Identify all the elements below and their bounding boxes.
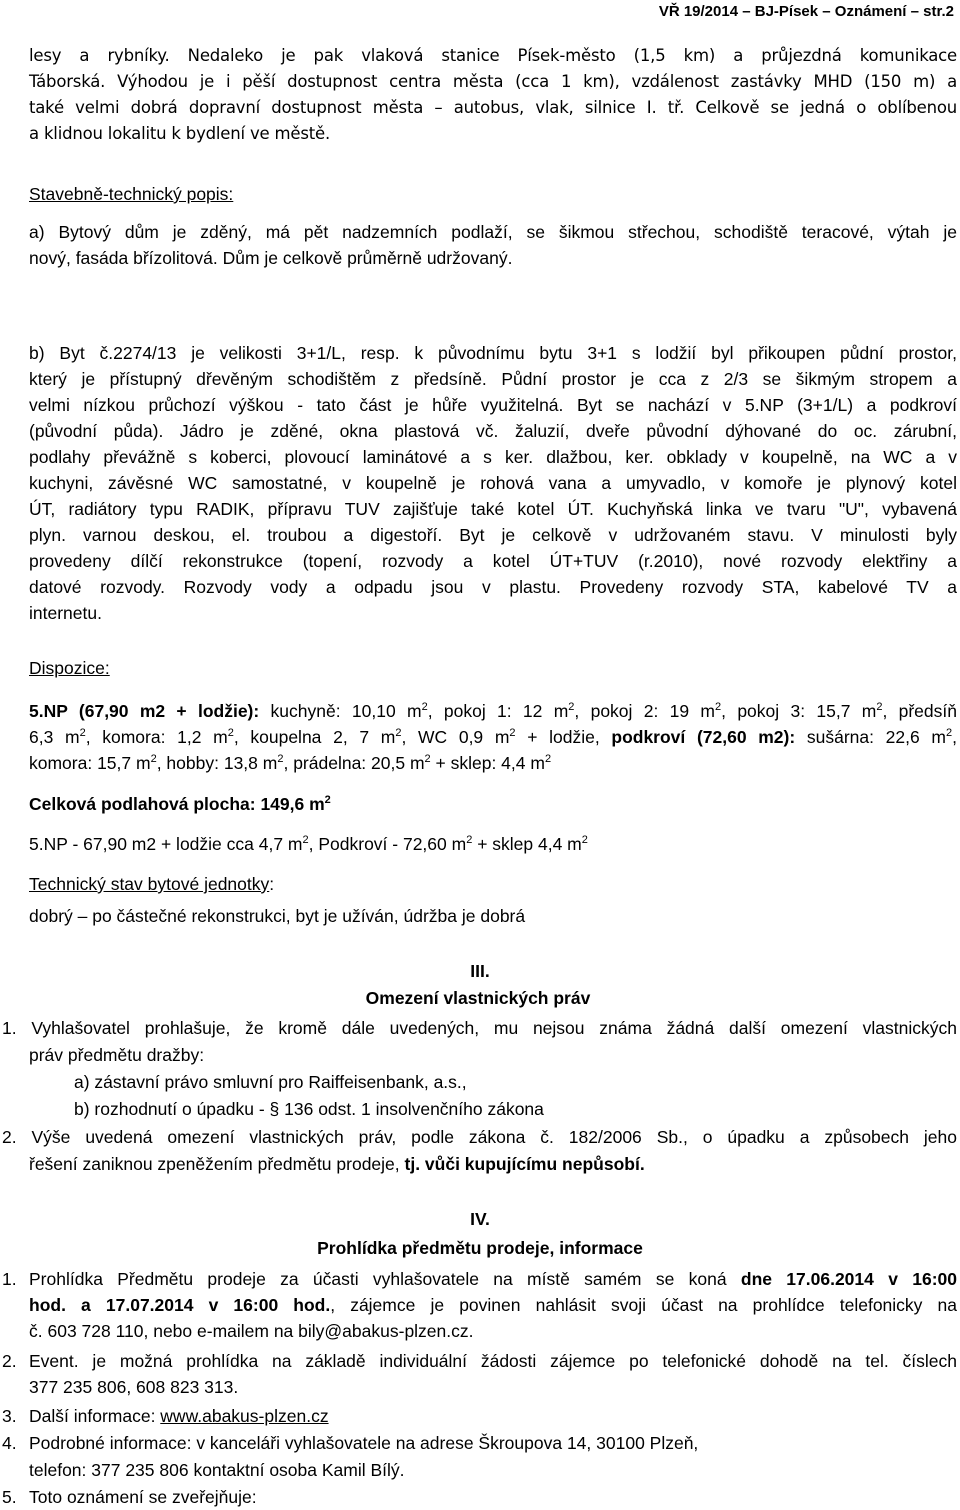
dispozice-line: komora: 15,7 $m^2$, hobby: 13,8 $m^2$, prádelna: 20,5 $m^2$ + sklep: 4,4 $m^2$ xyxy=(29,753,552,773)
tech-b-line: velmi nízkou průchozí výškou - tato část je hůře využitelná. Byt se nachází v 5.NP (3+1/L) a podkroví xyxy=(29,395,957,415)
intro-paragraph xyxy=(29,43,957,147)
tech-b-line: b) Byt č.2274/13 je velikosti 3+1/L, resp. k původnímu bytu 3+1 s lodžií byl přikoupen půdní prostor, xyxy=(29,343,957,363)
section4-item3-num: 3. xyxy=(2,1406,17,1426)
section3-sub-b: b) rozhodnutí o úpadku - § 136 odst. 1 insolvenčního zákona xyxy=(74,1099,544,1119)
dispozice-heading-text: Dispozice: xyxy=(29,658,110,678)
tech-b-line: datové rozvody. Rozvody vody a odpadu jsou v plastu. Provedeny rozvody STA, kabelové TV a xyxy=(29,577,957,597)
section3-item1: 1. Vyhlašovatel prohlašuje, že kromě dále uvedených, mu nejsou známa žádná další omezení vlastnických xyxy=(2,1018,957,1038)
section4-item2-num: 2. xyxy=(2,1351,17,1371)
tech-state-heading: Technický stav bytové jednotky: xyxy=(29,874,275,894)
tech-a-line: nový, fasáda břízolitová. Dům je celkově průměrně udržovaný. xyxy=(29,248,513,268)
page-header: VŘ 19/2014 – BJ-Písek – Oznámení – str.2 xyxy=(658,3,954,20)
dispozice-paragraph xyxy=(29,698,957,776)
section4-item4-cont: telefon: 377 235 806 kontaktní osoba Kamil Bílý. xyxy=(29,1460,405,1480)
total-area: Celková podlahová plocha: 149,6 $m^2$ xyxy=(29,794,331,814)
tech-a-line: a) Bytový dům je zděný, má pět nadzemních podlaží, se šikmou střechou, schodiště teracové, výtah je xyxy=(29,222,957,242)
tech-b-line: plyn. varnou deskou, el. troubou a digestoří. Byt je celkově v udržovaném stavu. V minulosti byly xyxy=(29,525,957,545)
section4-item4: Podrobné informace: v kanceláři vyhlašovatele na adrese Škroupova 14, 30100 Plzeň, xyxy=(29,1433,699,1453)
intro-line: lesy a rybníky. Nedaleko je pak vlaková stanice Písek-město (1,5 km) a průjezdná komunikace xyxy=(29,46,957,65)
intro-line: a klidnou lokalitu k bydlení ve městě. xyxy=(29,124,330,143)
section3-item2: 2. Výše uvedená omezení vlastnických práv, podle zákona č. 182/2006 Sb., o úpadku a způsobech jeho xyxy=(2,1127,957,1147)
website-link[interactable]: www.abakus-plzen.cz xyxy=(160,1406,329,1426)
tech-b-line: který je přístupný dřevěným schodištěm z předsíně. Půdní prostor je cca z 2/3 se šikmým stropem a xyxy=(29,369,957,389)
dispozice-heading xyxy=(29,655,110,681)
tech-b-line: provedeny dílčí rekonstrukce (topení, rozvody a kotel ÚT+TUV (r.2010), nové rozvody elektřiny a xyxy=(29,551,957,571)
section3-item1-cont: práv předmětu dražby: xyxy=(29,1045,205,1065)
intro-line: Táborská. Výhodou je i pěší dostupnost centra města (cca 1 km), vzdálenost zastávky MHD (150 m) a xyxy=(29,72,957,91)
section3-number: III. xyxy=(470,961,490,981)
tech-a-paragraph xyxy=(29,219,957,271)
tech-b-line: (původní půda). Jádro je zděné, okna plastová vč. žaluzií, dveře původní dýhované do oc. zárubní, xyxy=(29,421,957,441)
tech-b-line: podlahy převážně s koberci, plovoucí laminátové a s ker. dlažbou, ker. obklady v koupelně, na WC a v xyxy=(29,447,957,467)
section4-item1: Prohlídka Předmětu prodeje za účasti vyhlašovatele na místě samém se koná dne 17.06.2014 v 16:00 hod. a 17.07.2014 v 16:00 hod., zájemce je povinen nahlásit svoji účast na prohlídce telefonicky na č. 603 728 110, nebo e-mailem na bily@abakus-plzen.cz. xyxy=(29,1269,958,1341)
tech-state-text: dobrý – po částečné rekonstrukci, byt je užíván, údržba je dobrá xyxy=(29,906,526,926)
tech-heading xyxy=(29,181,233,207)
area-summary: 5.NP - 67,90 m2 + lodžie cca 4,7 $m^2$, Podkroví - 72,60 $m^2$ + sklep 4,4 $m^2$ xyxy=(29,834,588,854)
tech-b-line: kuchyni, závěsné WC samostatné, v koupelně je rohová vana a umyvadlo, v komoře je plynový kotel xyxy=(29,473,957,493)
section3-item2-cont: řešení zaniknou zpeněžením předmětu prodeje, tj. vůči kupujícímu nepůsobí. xyxy=(29,1154,645,1174)
tech-b-paragraph xyxy=(29,340,957,626)
tech-heading-text: Stavebně-technický popis: xyxy=(29,184,234,204)
section3-title: Omezení vlastnických práv xyxy=(365,988,591,1008)
tech-b-line: ÚT, radiátory typu RADIK, přípravu TUV zajišťuje také kotel ÚT. Kuchyňská linka ve tvaru "U", vybavená xyxy=(29,499,957,519)
section4-item2: Event. je možná prohlídka na základě individuální žádosti zájemce po telefonické dohodě na tel. číslech 377 235 806, 608 823 313. xyxy=(29,1351,957,1397)
section4-title: Prohlídka předmětu prodeje, informace xyxy=(317,1238,643,1258)
section4-item1-num: 1. xyxy=(2,1269,17,1289)
intro-line: také velmi dobrá dopravní dostupnost města – autobus, vlak, silnice I. tř. Celkově se jedná o oblíbenou xyxy=(29,98,957,117)
section4-item3: Další informace: www.abakus-plzen.cz xyxy=(29,1406,329,1426)
section4-number: IV. xyxy=(470,1209,490,1229)
section3-sub-a: a) zástavní právo smluvní pro Raiffeisenbank, a.s., xyxy=(74,1072,467,1092)
dispozice-line: 5.NP (67,90 m2 + lodžie): kuchyně: 10,10 $m^2$, pokoj 1: 12 $m^2$, pokoj 2: 19 $m^2$, pokoj 3: 15,7 $m^2$, předsíň xyxy=(29,701,957,721)
section4-item4-num: 4. xyxy=(2,1433,17,1453)
section4-item5-num: 5. xyxy=(2,1487,17,1507)
tech-b-line: internetu. xyxy=(29,603,102,623)
section4-item5: Toto oznámení se zveřejňuje: xyxy=(29,1487,257,1507)
dispozice-line: 6,3 $m^2$, komora: 1,2 $m^2$, koupelna 2, 7 $m^2$, WC 0,9 $m^2$ + lodžie, podkroví (72,60 m2): sušárna: 22,6 $m^2$, xyxy=(29,727,957,747)
